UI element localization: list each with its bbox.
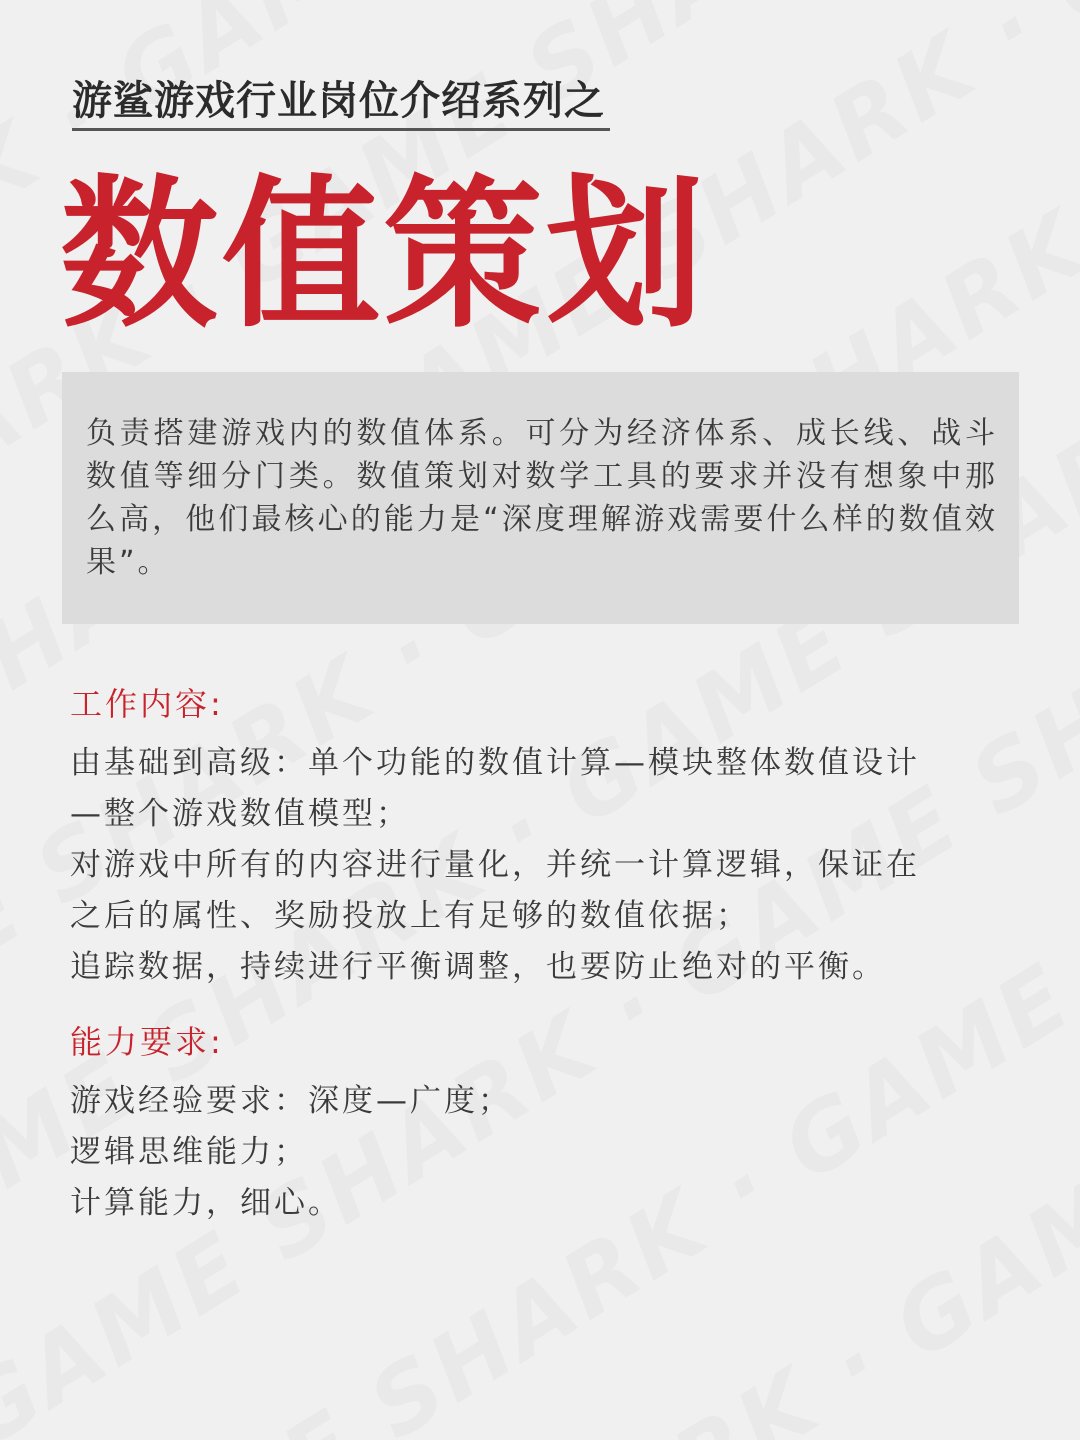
work-content-line: 之后的属性、奖励投放上有足够的数值依据； — [70, 898, 750, 934]
intro-text: 负责搭建游戏内的数值体系。可分为经济体系、成长线、战斗数值等细分门类。数值策划对数学工具的要求并没有想象中那么高，他们最核心的能力是“深度理解游戏需要什么样的数值效果”。 — [86, 416, 998, 580]
work-content-heading: 工作内容: — [70, 685, 224, 723]
work-content-line: 追踪数据，持续进行平衡调整，也要防止绝对的平衡。 — [70, 949, 886, 985]
skill-requirement-line: 逻辑思维能力； — [70, 1134, 308, 1170]
skill-requirements-section — [70, 1022, 1020, 1229]
series-title-underline — [72, 128, 610, 131]
skill-requirements-heading: 能力要求: — [70, 1023, 224, 1061]
main-title: 数值策划 — [60, 159, 708, 351]
series-title: 游鲨游戏行业岗位介绍系列之 — [72, 77, 605, 124]
skill-requirement-line: 计算能力，细心。 — [70, 1185, 342, 1221]
work-content-line: —整个游戏数值模型； — [70, 796, 410, 832]
work-content-section — [70, 684, 1020, 993]
skill-requirement-line: 游戏经验要求：深度—广度； — [70, 1083, 512, 1119]
work-content-line: 对游戏中所有的内容进行量化，并统一计算逻辑，保证在 — [70, 847, 920, 883]
work-content-line: 由基础到高级：单个功能的数值计算—模块整体数值设计 — [70, 745, 920, 781]
